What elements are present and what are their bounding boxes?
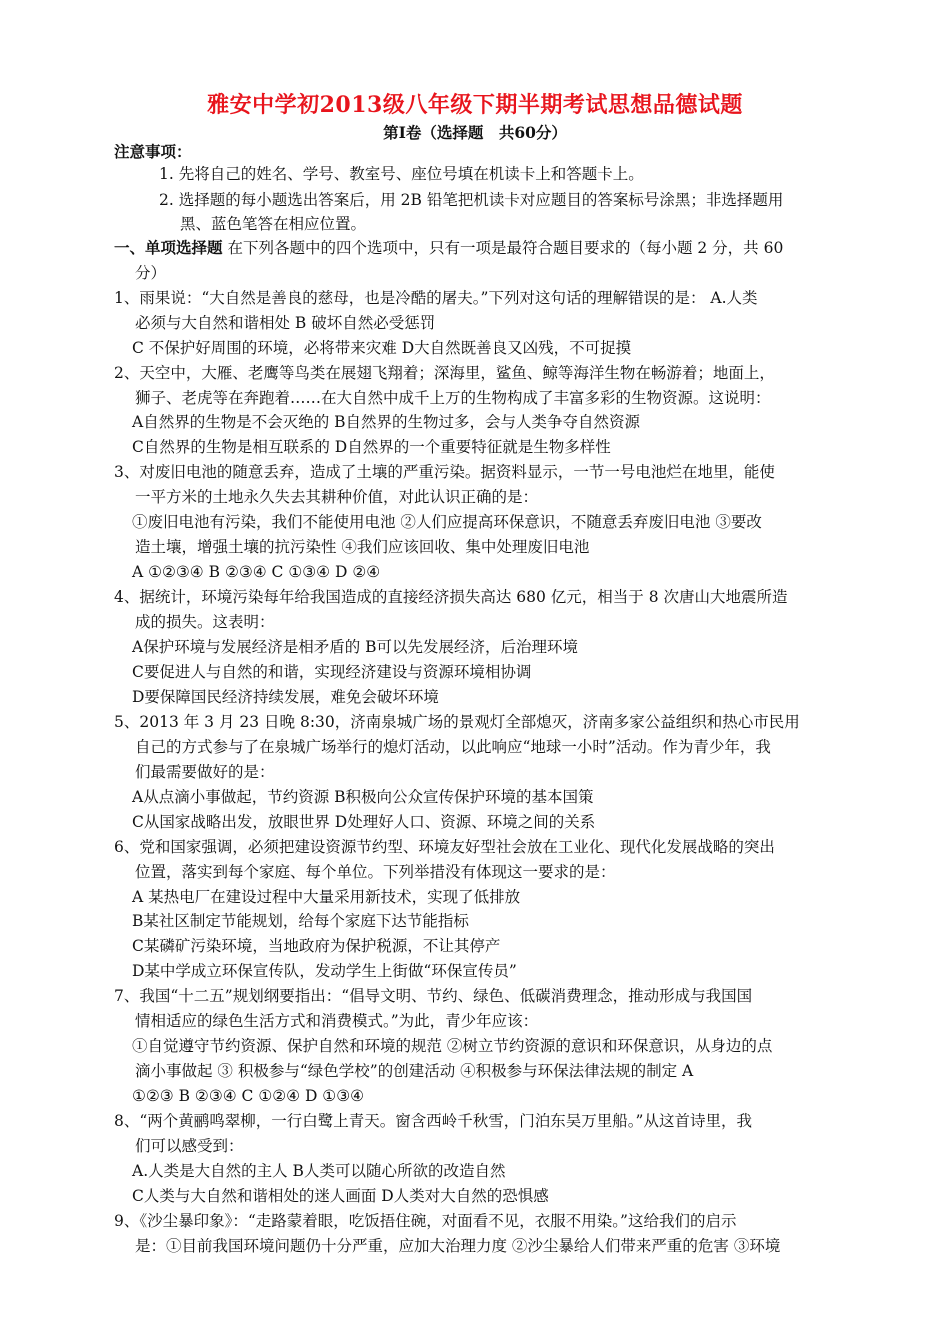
section-heading: 一、单项选择题 xyxy=(114,238,223,257)
question-line: 一平方米的土地永久失去其耕种价值，对此认识正确的是： xyxy=(135,488,539,506)
question-line: 是：①目前我国环境问题仍十分严重，应加大治理力度 ②沙尘暴给人们带来严重的危害 ③环境 xyxy=(135,1237,781,1255)
notice-item: 黑、蓝色笔答在相应位置。 xyxy=(180,215,367,233)
question-line: 自己的方式参与了在泉城广场举行的熄灯活动，以此响应“地球一小时”活动。作为青少年，我 xyxy=(135,738,771,756)
question-line: 狮子、老虎等在奔跑着……在大自然中成千上万的生物构成了丰富多彩的生物资源。这说明： xyxy=(135,389,771,407)
question-line: A ①②③④ B ②③④ C ①③④ D ②④ xyxy=(132,563,381,581)
notice-title: 注意事项： xyxy=(114,142,192,161)
question-line: ①自觉遵守节约资源、保护自然和环境的规范 ②树立节约资源的意识和环保意识，从身边的点 xyxy=(132,1037,773,1055)
question-line: B某社区制定节能规划，给每个家庭下达节能指标 xyxy=(132,912,469,930)
section-heading-line xyxy=(114,237,783,259)
question-line: A.人类是大自然的主人 B人类可以随心所欲的改造自然 xyxy=(132,1162,506,1180)
question-line: 9、《沙尘暴印象》：“走路蒙着眼，吃饭捂住碗，对面看不见，衣服不用染。”这给我们的启示 xyxy=(114,1212,737,1230)
question-line: C某磷矿污染环境，当地政府为保护税源，不让其停产 xyxy=(132,937,501,955)
question-line: 3、对废旧电池的随意丢弃，造成了土壤的严重污染。据资料显示，一节一号电池烂在地里，能使 xyxy=(114,463,775,481)
question-line: 5、2013 年 3 月 23 日晚 8:30，济南泉城广场的景观灯全部熄灭，济南多家公益组织和热心市民用 xyxy=(114,713,800,731)
question-line: 位置，落实到每个家庭、每个单位。下列举措没有体现这一要求的是： xyxy=(135,863,616,881)
question-line: 8、“两个黄鹂鸣翠柳，一行白鹭上青天。窗含西岭千秋雪，门泊东吴万里船。”从这首诗里，我 xyxy=(114,1112,752,1130)
page-subtitle: 第Ⅰ卷（选择题 共60分） xyxy=(383,123,567,142)
question-line: 7、我国“十二五”规划纲要指出：“倡导文明、节约、绿色、低碳消费理念，推动形成与我国国 xyxy=(114,987,753,1005)
question-line: 们可以感受到： xyxy=(135,1137,244,1155)
question-line: 2、天空中，大雁、老鹰等鸟类在展翅飞翔着；深海里，鲨鱼、鲸等海洋生物在畅游着；地面上， xyxy=(114,364,775,382)
page-title: 雅安中学初2013级八年级下期半期考试思想品德试题 xyxy=(207,92,743,118)
question-line: 必须与大自然和谐相处 B 破坏自然必受惩罚 xyxy=(135,314,436,332)
question-line: C人类与大自然和谐相处的迷人画面 D人类对大自然的恐惧感 xyxy=(132,1187,549,1205)
notice-item: 2. 选择题的每小题选出答案后，用 2B 铅笔把机读卡对应题目的答案标号涂黑；非选择题用 xyxy=(159,191,784,209)
notice-item: 1. 先将自己的姓名、学号、教室号、座位号填在机读卡上和答题卡上。 xyxy=(159,165,644,183)
question-line: ①废旧电池有污染，我们不能使用电池 ②人们应提高环保意识，不随意丢弃废旧电池 ③要改 xyxy=(132,513,762,531)
question-line: C要促进人与自然的和谐，实现经济建设与资源环境相协调 xyxy=(132,663,532,681)
question-line: 1、雨果说：“大自然是善良的慈母，也是冷酷的屠夫。”下列对这句话的理解错误的是： A.人类 xyxy=(114,289,758,307)
question-line: 6、党和国家强调，必须把建设资源节约型、环境友好型社会放在工业化、现代化发展战略的突出 xyxy=(114,838,775,856)
question-line: A从点滴小事做起，节约资源 B积极向公众宣传保护环境的基本国策 xyxy=(132,788,594,806)
question-line: 4、据统计，环境污染每年给我国造成的直接经济损失高达 680 亿元，相当于 8 次唐山大地震所造 xyxy=(114,588,788,606)
question-line: D要保障国民经济持续发展，难免会破坏环境 xyxy=(132,688,439,706)
question-line: A自然界的生物是不会灭绝的 B自然界的生物过多，会与人类争夺自然资源 xyxy=(132,413,641,431)
question-line: C 不保护好周围的环境，必将带来灾难 D大自然既善良又凶残，不可捉摸 xyxy=(132,339,632,357)
question-line: C自然界的生物是相互联系的 D自然界的一个重要特征就是生物多样性 xyxy=(132,438,611,456)
question-line: 滴小事做起 ③ 积极参与“绿色学校”的创建活动 ④积极参与环保法律法规的制定 A xyxy=(135,1062,694,1080)
section-description-cont: 分） xyxy=(135,264,167,282)
question-line: C从国家战略出发，放眼世界 D处理好人口、资源、环境之间的关系 xyxy=(132,813,596,831)
question-line: 造土壤，增强土壤的抗污染性 ④我们应该回收、集中处理废旧电池 xyxy=(135,538,590,556)
question-line: A 某热电厂在建设过程中大量采用新技术，实现了低排放 xyxy=(132,888,521,906)
question-line: 成的损失。这表明： xyxy=(135,613,275,631)
question-line: 们最需要做好的是： xyxy=(135,763,275,781)
question-line: D某中学成立环保宣传队，发动学生上街做“环保宣传员” xyxy=(132,962,517,980)
question-line: 情相适应的绿色生活方式和消费模式。”为此，青少年应该： xyxy=(135,1012,539,1030)
question-line: A保护环境与发展经济是相矛盾的 B可以先发展经济，后治理环境 xyxy=(132,638,579,656)
question-line: ①②③ B ②③④ C ①②④ D ①③④ xyxy=(132,1087,364,1105)
section-description: 在下列各题中的四个选项中，只有一项是最符合题目要求的（每小题 2 分，共 60 xyxy=(222,239,784,257)
